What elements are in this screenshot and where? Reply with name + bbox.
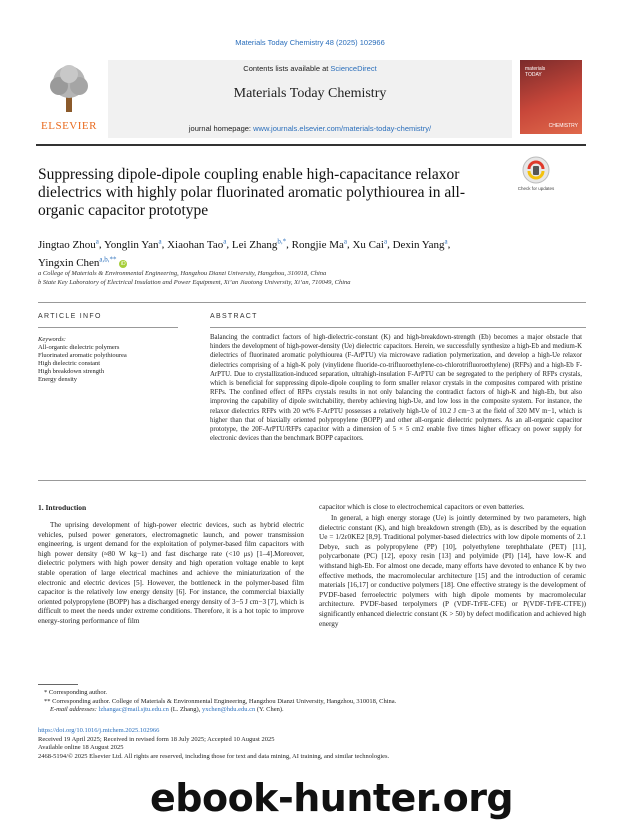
abstract-rule (210, 327, 586, 328)
section-heading-introduction: 1. Introduction (38, 503, 87, 512)
email-owner: (Y. Chen). (255, 706, 284, 713)
author[interactable] (38, 239, 99, 251)
affiliation-b: b State Key Laboratory of Electrical Insulation and Power Equipment, Xi’an Jiaotong University, Xi’an, 710049, China (38, 279, 351, 286)
email-link-zhang[interactable]: lzhangac@mail.sjtu.edu.cn (98, 706, 169, 713)
author-name[interactable]: Jingtao Zhou (38, 238, 96, 251)
article-info-heading: ARTICLE INFO (38, 313, 102, 320)
sciencedirect-link[interactable]: ScienceDirect (330, 64, 377, 73)
email-owner: (L. Zhang), (168, 706, 202, 713)
author-name[interactable]: Yingxin Chen (38, 257, 100, 270)
footnote-rule (38, 684, 78, 685)
doi-link[interactable]: https://doi.org/10.1016/j.mtchem.2025.102966 (38, 727, 160, 734)
keywords-block (38, 336, 178, 384)
journal-name: Materials Today Chemistry (233, 86, 387, 101)
cover-label: CHEMISTRY (548, 123, 578, 129)
header-rule (36, 144, 586, 146)
available-online: Available online 18 August 2025 (38, 744, 124, 751)
author[interactable] (232, 239, 286, 251)
abstract-heading: ABSTRACT (210, 313, 258, 320)
keyword: Energy density (38, 376, 78, 383)
article-title: Suppressing dipole-dipole coupling enable high-capacitance relaxor dielectrics with highly polar fluorinated aromatic polythiourea in all-organic capacitor prototype (38, 166, 465, 219)
keyword: High breakdown strength (38, 368, 105, 375)
author-name[interactable]: Xu Cai (352, 238, 384, 251)
author-name[interactable]: Yonglin Yan (103, 238, 159, 251)
author[interactable] (292, 239, 347, 251)
homepage-line (108, 124, 512, 133)
footnote-corresponding-2: ** Corresponding author. College of Materials & Environmental Engineering, Hangzhou Dianzi University, Hangzhou, 310018, China. (44, 697, 397, 705)
watermark-text: ebook-hunter.org (150, 776, 514, 820)
affiliation-a: a College of Materials & Environmental Engineering, Hangzhou Dianzi University, Hangzhou, 310018, China (38, 270, 327, 277)
journal-cover-image (520, 60, 582, 134)
copyright-notice: 2468-5194/© 2025 Elsevier Ltd. All rights are reserved, including those for text and data mining, AI training, and similar technologies. (38, 752, 390, 760)
body-right-paragraph-1: capacitor which is close to electrochemical capacitors or even batteries. (319, 503, 525, 511)
journal-reference[interactable]: Materials Today Chemistry 48 (2025) 102966 (235, 38, 385, 47)
author[interactable] (393, 239, 448, 251)
elsevier-logo (36, 60, 102, 134)
author-affiliation-mark[interactable]: a (158, 237, 162, 245)
cover-title-line: materials (525, 66, 546, 72)
author-name[interactable]: Rongjie Ma (291, 238, 344, 251)
keyword: Fluorinated aromatic polythiourea (38, 352, 127, 359)
check-for-updates-label: Check for updates (517, 186, 555, 191)
contents-prefix: Contents lists available at (243, 64, 331, 73)
email-link-chen[interactable]: yxchen@hdu.edu.cn (201, 706, 256, 713)
author-name[interactable]: Lei Zhang (231, 238, 278, 251)
author-name[interactable]: Dexin Yang (392, 238, 445, 251)
keywords-label: Keywords: (38, 336, 66, 343)
contents-line (108, 64, 512, 73)
journal-header (108, 60, 512, 138)
orcid-icon[interactable]: iD (120, 260, 126, 267)
author[interactable] (352, 239, 387, 251)
section-rule (38, 302, 586, 303)
elsevier-tree-icon (44, 64, 94, 114)
author-list: Jingtao Zhou$^a$, Yonglin Yan$^a$, Xiaohan Tao$^a$, Lei Zhang$^{b,*}$, Rongjie Ma$^a$, Xu Cai$^a$, Dexin Yang$^a$, Yingxin Chen$^{a,b,**}$ iD (38, 237, 451, 270)
received-dates: Received 19 April 2025; Received in revised form 18 July 2025; Accepted 10 August 2025 (38, 735, 275, 743)
elsevier-wordmark: ELSEVIER (41, 120, 97, 132)
body-left-column: The uprising development of high-power electric devices, such as hybrid electric vehicles, pulsed power generators, electromagnetic launch, and power transmission engineering, is urgent demand for the exploitation of polymer-based film capacitors with high power density (≈80 W kg−1) and fast discharge rate (<10 μs) [1–4].Moreover, dielectric polymers with high power density and high operation voltage enable to kept stable operation of large electrical machines and achieve the miniaturization of the electronic and electric devices [5]. However, the bottleneck in the polymer-based film capacitor is the relatively low energy density [6]. For instance, the commercial biaxially oriented polypropylene (BOPP) has a discharged energy density of 3−5 J cm−3 [7], which is difficult to meet the needs under extreme conditions. Therefore, it is a hot topic to improve energy-storing performance of film (38, 521, 304, 625)
cover-title (525, 66, 577, 78)
author[interactable] (167, 239, 226, 251)
author-affiliation-mark[interactable]: a (383, 237, 388, 245)
author-affiliation-mark[interactable]: a (343, 237, 347, 245)
email-label: E-mail addresses: (50, 706, 97, 713)
cover-title-line: TODAY (525, 72, 542, 78)
abstract-end-rule (38, 480, 586, 481)
keyword: All-organic dielectric polymers (38, 344, 120, 351)
publication-info (38, 727, 586, 761)
author-affiliation-mark[interactable]: a (444, 237, 448, 245)
homepage-prefix: journal homepage: (188, 124, 254, 133)
keyword: High dielectric constant (38, 360, 101, 367)
abstract-text: Balancing the contradict factors of high-dielectric-constant (K) and high-breakdown-strength (Eb) becomes a major obstacle that hinders the development of high-power-density (Ue) dielectric capacitors. Herein, we successfully synthesize a high-Eb and medium-K dielectrics of fluorinated aromatic polythiourea (F-ArPTU) via microwave radiation polymerization, and develop a high-Ue relaxor dielectrics comprising of a high-K poly (vinylidene fluoride-co-trifluoroethylene-co-chlorotrifluoroethylene) (RFPs) and a high-Eb F-ArPTU. Due to crystallization-induced separation, ultrahigh-insulation F-ArPTU can be segregated to the periphery of RFPs crystals, which is beneficial for suppressing dipole-dipole coupling to form smaller relaxor crystals in the composites compared with pristine RFPs. The confined effect of RFPs crystals results in not only balancing the contradict factors of high-K and high-Eb, but also improving the capability of dipole switchability, thereby achieving high-Ue, and low loss in the composite system. For instance, the relaxor dielectrics RFPs with 20 wt% F-ArPTU possesses a relatively high-Ue of 10.2 J cm−3 at the field of 320 MV m−1, which is higher than that of biaxially oriented polypropylene (BOPP) and other all-organic dielectric polymers. As an all-organic capacitor prototype, the 20F-ArPTU/RFPs capacitor with a dimension of 5 × 5 cm2 enable five times higher efficacy on power supply for electronic devices than the benchmark BOPP capacitors. (210, 334, 582, 443)
check-for-updates-icon[interactable] (521, 155, 551, 185)
homepage-link[interactable]: www.journals.elsevier.com/materials-today-chemistry/ (253, 124, 432, 133)
author-affiliation-mark[interactable]: a (95, 237, 99, 245)
author[interactable] (38, 257, 117, 269)
article-info-rule (38, 327, 178, 328)
body-right-paragraph-2: In general, a high energy storage (Ue) is jointly determined by two parameters, high dielectric constant (K), and high breakdown strength (Eb), as is described by the equation Ue = 1/2ε0KE2 [8,9]. Traditional polymer-based dielectrics with low dipole moments of 2.1 Debye, such as polypropylene (PP) [10], polyethylene terephthalate (PET) [11], polycarbonate (PC) [12], epoxy resin [13] and polyimide (PI) [14], have low-K and withstand high-Eb. For almost one decade, many efforts have devoted to enhance K by two effective methods, the macromolecular architecture [15] and the introduction of ceramic materials [16,17] or conductive polymers [18]. One effective strategy is the development of PVDF-based ferroelectric polymers with high dipole moments by macromolecular architecture. PVDF-based terpolymers (P (VDF-TrFE-CFE) or P(VDF-TrFE-CTFE)) significantly enhanced dielectric constant (K > 50) by defect modification and achieved high energy (319, 514, 586, 628)
author-affiliation-mark[interactable]: a,b,** (99, 255, 117, 264)
footnotes (38, 689, 586, 715)
author[interactable] (104, 239, 162, 251)
footnote-emails (38, 706, 586, 715)
footnote-corresponding-1: * Corresponding author. (44, 689, 108, 696)
author-affiliation-mark[interactable]: a (223, 237, 227, 245)
author-name[interactable]: Xiaohan Tao (167, 238, 224, 251)
author-affiliation-mark[interactable]: b,* (277, 237, 287, 245)
